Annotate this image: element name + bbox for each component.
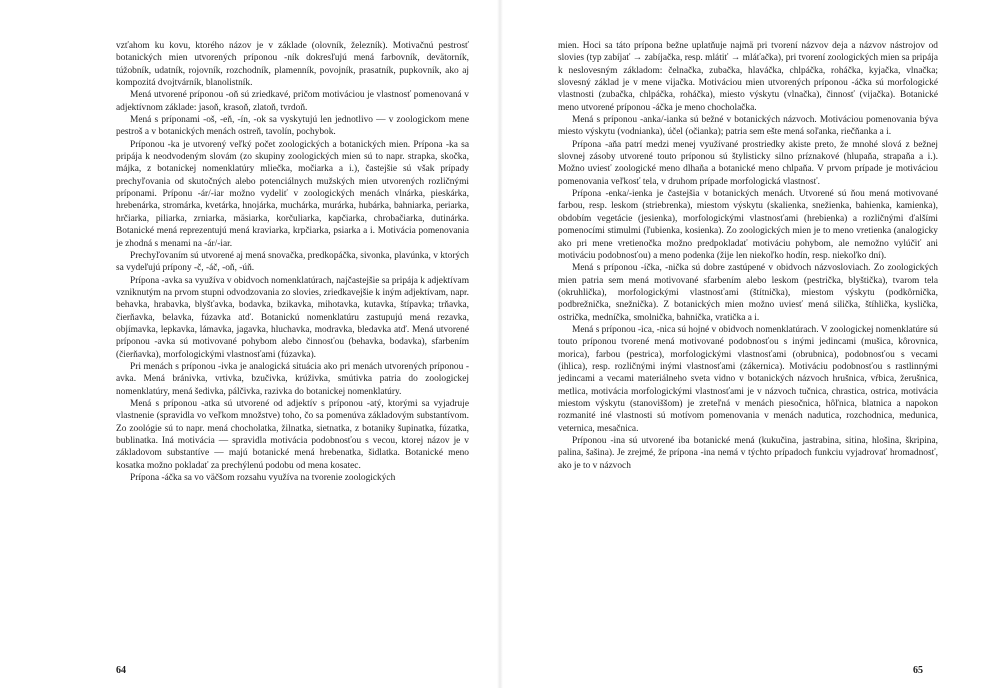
paragraph: Prípona -enka/-ienka je častejšia v botanických menách. Utvorené sú ňou mená motivované farbou, resp. leskom (striebrenka), miestom výskytu (skalienka, snežienka, bahienka, kamienka), obdobím vegetácie (jesienka), morfologickými vlastnosťami (hrebienka) a rozličnými ďalšími pomenocími stimulmi (ľubienka, kosienka). Zo zoologických mien je to meno vretienka (analogicky ako pri mene vretienočka možno predpokladať motiváciu pohybom, ale nemožno vylúčiť ani motiváciu podobnosťou) a meno podenka (žije len niekoľko hodín, resp. niekoľko dní). [558,189,938,261]
paragraph: mien. Hoci sa táto prípona bežne uplatňuje najmä pri tvorení názvov deja a názvov nástrojov od slovies (typ zabíjať → zabíjačka, resp. mlátiť → mláťačka), pri tvorení zoologických mien sa pripája k neslovesným základom: čelnačka, zubačka, hlaváčka, chlpáčka, roháčka, kyjačka, vlnačka; slovesný základ je v mene vijačka. Motiváciou mien utvorených príponou -áčka sú morfologické vlastnosti (zubačka, chlpáčka, roháčka), miesto výskytu (vlnačka), činnosť (vijačka). Botanické meno utvorené príponou -áčka je meno chocholačka. [558,41,938,113]
paragraph: Pri menách s príponou -ivka je analogická situácia ako pri menách utvorených príponou -avka. Mená bránivka, vrtivka, bzučivka, krúživka, smútivka patria do zoologickej nomenklatúry, mená šedivka, pálčivka, razivka do botanickej nomenklatúry. [116,361,469,397]
paragraph: Mená s príponou -atka sú utvorené od adjektív s príponou -atý, ktorými sa vyjadruje vlastnenie (spravidla vo veľkom množstve) toho, čo sa pomenúva základovým substantívom. Zo zoológie sú to napr. mená chocholatka, žilnatka, sietnatka, z botaniky šupinatka, fúzatka, bublinatka. Iná motivácia — spravidla motivácia podobnosťou s vecou, ktorej názov je v základovom substantíve — majú botanické mená hrebenatka, šidlatka. Botanické meno kosatka možno pokladať za prechýlenú podobu od mena kosatec. [116,398,469,471]
paragraph: Príponou -ka je utvorený veľký počet zoologických a botanických mien. Prípona -ka sa pripája k neodvodeným slovám (zo skupiny zoologických mien sú to napr. strapka, skočka, májka, z botanickej nomenklatúry mliečka, močiarka a i.), častejšie sú však prípady prechyľovania od skutočných alebo potenciálnych mužských mien utvorených rozličnými príponami. Príponu -ár/-iar možno vydeliť v zoologických menách vlnárka, pieskárka, hrebenárka, stromárka, kvetárka, hnojárka, muchárka, murárka, hubárka, bahniarka, periarka, hrčiarka, piliarka, zrniarka, mäsiarka, korčuliarka, kapčiarka, chrobačiarka, dutinárka. Botanické mená reprezentujú mená kraviarka, krpčiarka, psiarka a i. Motivácia pomenovania je zhodná s menami na -ár/-iar. [116,139,469,249]
left-page [0,0,497,688]
paragraph: Prípona -avka sa využíva v obidvoch nomenklatúrach, najčastejšie sa pripája k adjektívam vzniknutým na prvom stupni odvodzovania zo slovies, zriedkavejšie k iným adjektívam, napr. behavka, hrabavka, blyšťavka, bodavka, bzikavka, mihotavka, kutavka, štípavka; trňavka, čierňavka, belavka, fúzavka atď. Botanickú nomenklatúru zastupujú mená rezavka, objímavka, lepkavka, lámavka, jagavka, hluchavka, modravka, bledavka atď. Mená utvorené príponou -avka sú motivované pohybom alebo činnosťou (behavka, bodavka), sfarbením (čierňavka), morfologickými vlastnosťami (fúzavka). [116,275,469,360]
right-page [503,0,1000,688]
paragraph: Prechyľovaním sú utvorené aj mená snovačka, predkopáčka, sivonka, plavúnka, v ktorých sa vydeľujú prípony -č, -áč, -oň, -úň. [116,250,469,274]
left-text-column [116,40,469,484]
paragraph: Mená s príponami -oš, -eň, -ín, -ok sa vyskytujú len jednotlivo — v zoologickom mene pestroš a v botanických menách ostreň, tavolín, pochybok. [116,115,469,138]
paragraph: Mená utvorené príponou -oň sú zriedkavé, pričom motiváciou je vlastnosť pomenovaná v adjektívnom základe: jasoň, krasoň, zlatoň, tvrdoň. [116,90,469,113]
paragraph: Mená s príponou -anka/-ianka sú bežné v botanických názvoch. Motiváciou pomenovania býva miesto výskytu (vodnianka), účel (očianka); patria sem ešte mená soľanka, riečňanka a i. [558,115,938,138]
paragraph: Mená s príponou -ica, -nica sú hojné v obidvoch nomenklatúrach. V zoologickej nomenklatúre sú touto príponou tvorené mená motivované podobnosťou s inými jedincami (mušica, kôrovnica, morica), farbou (pestrica), morfologickými vlastnosťami (obrubnica), podobnosťou s vecami (ihlica), resp. rozličnými inými vlastnosťami (zákernica). Motiváciu podobnosťou s rastlinnými jedincami a vecami materiálneho sveta vidno v botanických názvoch hrušnica, vŕbica, žerušnica, metlica, motivácia morfologickými vlastnosťami je v názvoch tučnica, chrastica, ostrica, motivácia miestom výskytu (stanoviššom) je zreteľná v menách piesočnica, hôľnica, blatnica a napokon rozmanité iné vlastnosti sú motívom pomenovania v menách nadutica, rozchodnica, medunica, veternica, mesačnica. [558,324,938,434]
right-text-column [558,40,938,472]
page-number: 64 [116,665,126,676]
paragraph: Mená s príponou -íčka, -nička sú dobre zastúpené v obidvoch názvosloviach. Zo zoologických mien patria sem mená motivované sfarbením alebo leskom (pestrička, blyštička), tvarom tela (okruhlička), morfologickými vlastnosťami (štítnička), miestom výskytu (podkôrnička, podbrežnička, snežnička). Z botanických mien možno uviesť mená silička, štíhlička, kyslička, ostrička, medníčka, smolnička, bahnička, vratička a i. [558,263,938,323]
paragraph: Príponou -ina sú utvorené iba botanické mená (kukučina, jastrabina, sitina, hlošina, škripina, palina, šašina). Je zrejmé, že prípona -ina nemá v týchto prípadoch funkciu vyjadrovať hromadnosť, ako je to v názvoch [558,436,938,471]
paragraph: Prípona -aňa patrí medzi menej využívané prostriedky akiste preto, že mnohé slová z bežnej slovnej zásoby utvorené touto príponou sú štylisticky silno príznakové (hlupaňa, strapaňa a i.). Možno uviesť zoologické meno dlhaňa a botanické meno chlpaňa. V prvom prípade je motiváciou pomenovania veľkosť tela, v druhom prípade morfologická vlastnosť. [558,139,938,187]
paragraph: Prípona -áčka sa vo väčšom rozsahu využíva na tvorenie zoologických [130,473,396,484]
page-number: 65 [913,665,923,676]
paragraph: vzťahom ku kovu, ktorého názov je v základe (olovník, železník). Motivačnú pestrosť botanických mien utvorených príponou -ník dokresľujú mená farbovník, devätorník, túžobník, udatník, rojovník, rozchodník, plamenník, povojník, prasatník, pupkovník, ako aj kompozitá dvojtvárník, blanolistník. [116,41,469,89]
